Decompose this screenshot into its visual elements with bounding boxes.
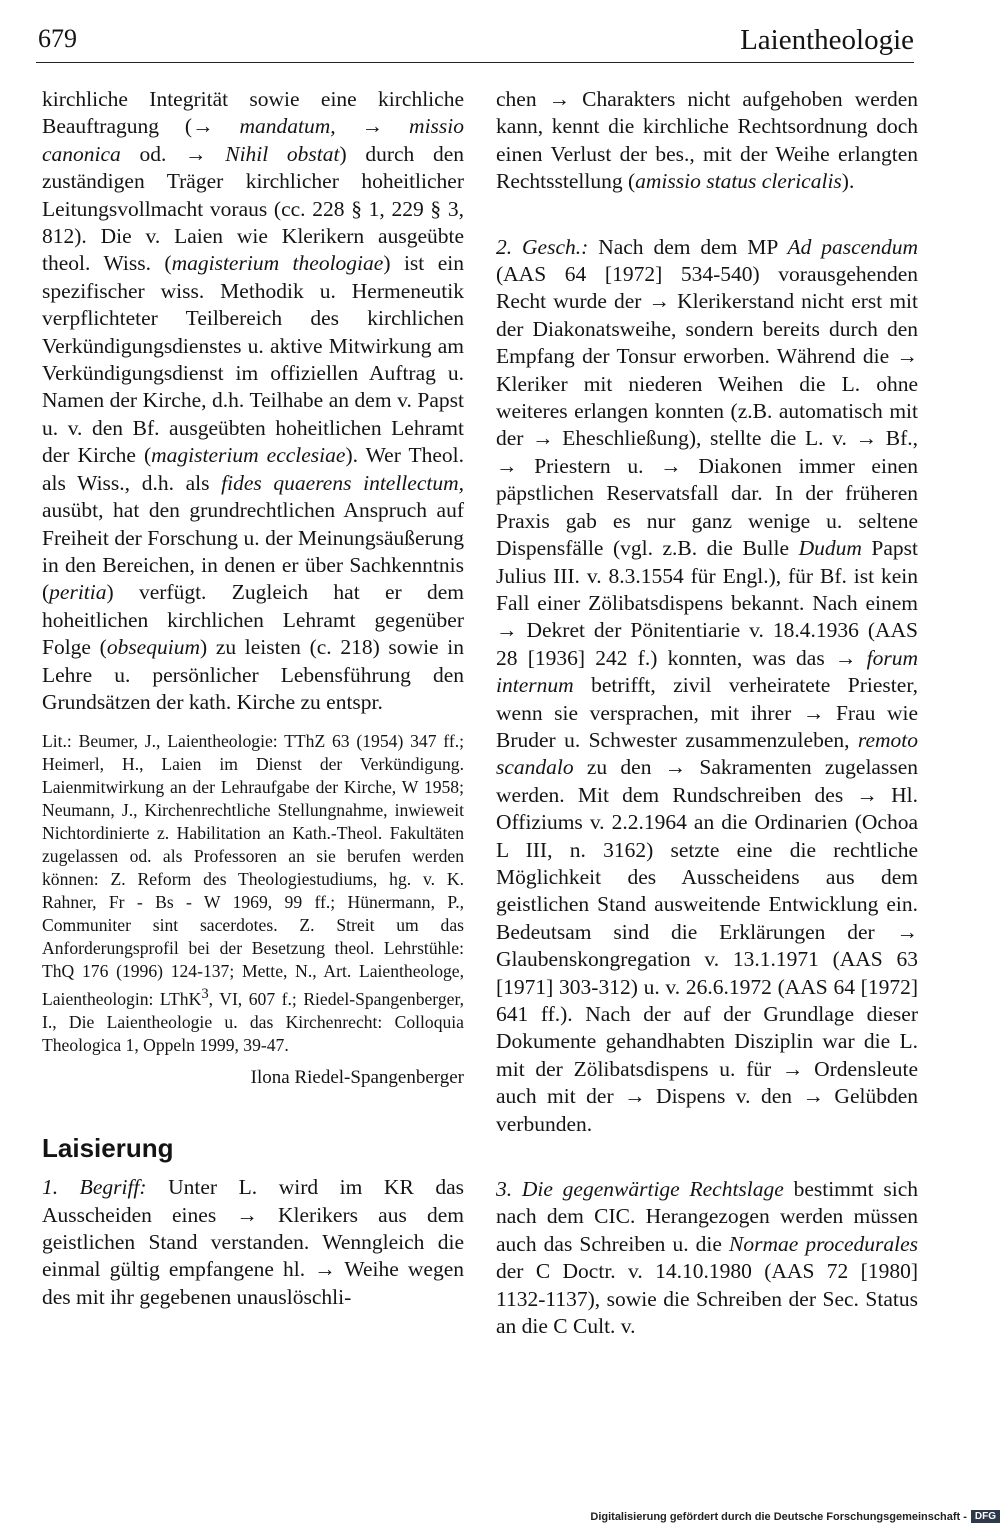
entry-title: Laisierung [42, 1133, 174, 1164]
italic-term: missio canonica [42, 114, 465, 166]
italic-term: magisterium ecclesiae [151, 443, 346, 468]
italic-term: 1. Begriff: [42, 1175, 147, 1200]
literature-list: Lit.: Beumer, J., Laientheologie: TThZ 63 (1954) 347 ff.; Heimerl, H., Laien im Dienst der Verkündigung. Laienmitwirkung an der Lehraufgabe der Kirche, W 1958; Neumann, J., Kirchenrechtliche Stellungnahme, inwieweit Nichtordinierte z. Habilitation an Kath.-Theol. Fakultäten zugelassen od. als Professoren an sie berufen werden können: Z. Reform des Theologiestudiums, hg. v. K. Rahner, Fr - Bs - W 1969, 99 ff.; Hünermann, P., Communiter sint sacerdotes. Z. Streit um das Anforderungsprofil bei der Besetzung theol. Lehrstühle: ThQ 176 (1996) 124-137; Mette, N., Art. Laientheologe, Laientheologin: LThK$^3$, VI, 607 f.; Riedel-Spangenberger, I., Die Laientheologie u. das Kirchenrecht: Colloquia Theologica 1, Oppeln 1999, 39-47. [42, 731, 464, 1056]
italic-term: mandatum, [239, 114, 336, 139]
italic-term: fides quaerens intellectum, [221, 470, 464, 495]
right-column [496, 86, 918, 1340]
italic-term: Normae procedurales [728, 1231, 918, 1256]
page-number: 679 [38, 24, 77, 53]
paragraph: chen → Charakters nicht aufgehoben werden kann, kennt die kirchliche Rechtsordnung doch einen Verlust der bes., mit der Weihe erlangten Rechtsstellung (amissio status clericalis). [496, 87, 918, 194]
author-name: Ilona Riedel-Spangenberger [250, 1067, 464, 1089]
italic-term: magisterium theologiae [171, 251, 384, 276]
paragraph: 3. Die gegenwärtige Rechtslage bestimmt sich nach dem CIC. Herangezogen werden müssen auch das Schreiben u. die Normae procedurales der C Doctr. v. 14.10.1980 (AAS 72 [1980] 1132-1137), sowie die Schreiben der Sec. Status an die C Cult. v. [496, 1177, 918, 1339]
footer-credit: Digitalisierung gefördert durch die Deutsche Forschungsgemeinschaft - [590, 1510, 967, 1523]
italic-term: Nihil obstat [225, 141, 340, 166]
dfg-logo: DFG [971, 1510, 1000, 1523]
italic-term: Ad pascendum [787, 234, 918, 259]
footer [590, 1510, 1000, 1523]
running-head: Laientheologie [740, 24, 914, 56]
superscript: 3 [201, 986, 209, 1003]
paragraph: 2. Gesch.: Nach dem dem MP Ad pascendum (AAS 64 [1972] 534-540) vorausgehenden Recht wurde der → Klerikerstand nicht erst mit der Diakonatsweihe, sondern bereits durch den Empfang der Tonsur erworben. Während die → Kleriker mit niederen Weihen die L. ohne weiteres erlangen konnten (z.B. automatisch mit der → Eheschließung), stellte die L. v. → Bf., → Priestern u. → Diakonen immer einen päpstlichen Reservatsfall dar. In der früheren Praxis gab es nur ganz wenige u. seltene Dispensfälle (vgl. z.B. die Bulle Dudum Papst Julius III. v. 8.3.1554 für Engl.), für Bf. ist kein Fall einer Zölibatsdispens bekannt. Nach einem → Dekret der Pönitentiarie v. 18.4.1936 (AAS 28 [1936] 242 f.) konnten, was das → forum internum betrifft, zivil verheiratete Priester, wenn sie versprachen, mit ihrer → Frau wie Bruder u. Schwester zusammenzuleben, remoto scandalo zu den → Sakramenten zugelassen werden. Mit dem Rundschreiben des → Hl. Offiziums v. 2.2.1964 an die Ordinarien (Ochoa L III, n. 3162) setzte eine die rechtliche Möglichkeit des Ausscheidens aus dem geistlichen Stand ausweitende Entwicklung ein. Bedeutsam sind die Erklärungen der → Glaubenskongregation v. 13.1.1971 (AAS 63 [1971] 303-312) u. v. 26.6.1972 (AAS 64 [1972] 641 ff.). Nach der auf der Grundlage dieser Dokumente gehandhabten Disziplin war die L. mit der Zölibatsdispens u. für → Ordensleute auch mit der → Dispens v. den → Gelübden verbunden. [496, 234, 918, 1136]
paragraph: 1. Begriff: Unter L. wird im KR das Ausscheiden eines → Klerikers aus dem geistlichen Stand verstanden. Wenngleich die einmal gültig empfangene hl. → Weihe wegen des mit ihr gegebenen unauslöschli- [42, 1175, 465, 1309]
header-rule [36, 62, 914, 63]
paragraph: kirchliche Integrität sowie eine kirchliche Beauftragung (→ mandatum, → missio canonica od. → Nihil obstat) durch den zuständigen Träger kirchlicher hoheitlicher Leitungsvollmacht voraus (cc. 228 § 1, 229 § 3, 812). Die v. Laien wie Klerikern ausgeübte theol. Wiss. (magisterium theologiae) ist ein spezifischer wiss. Methodik u. Hermeneutik verpflichteter Teilbereich des kirchlichen Verkündigungsdienstes u. aktive Mitwirkung am Verkündigungsdienst im offiziellen Auftrag u. Namen der Kirche, d.h. Teilhabe an dem v. Papst u. v. den Bf. ausgeübten hoheitlichen Lehramt der Kirche (magisterium ecclesiae). Wer Theol. als Wiss., d.h. als fides quaerens intellectum, ausübt, hat den grundrechtlichen Anspruch auf Freiheit der Forschung u. der Meinungsäußerung in den Bereichen, in denen er über Sachkenntnis (peritia) verfügt. Zugleich hat er dem hoheitlichen kirchlichen Lehramt gegenüber Folge (obsequium) zu leisten (c. 218) sowie in Lehre u. persönlicher Lebensführung den Grundsätzen der kath. Kirche zu entspr. [42, 87, 465, 714]
italic-term: amissio status clericalis [635, 169, 842, 194]
italic-term: obsequium [106, 635, 200, 660]
left-column [42, 86, 464, 1311]
italic-term: peritia [49, 580, 107, 605]
italic-term: remoto scandalo [496, 727, 918, 780]
italic-term: forum internum [496, 645, 918, 698]
italic-term: 2. Gesch.: [496, 234, 589, 259]
italic-term: Dudum [798, 536, 862, 561]
italic-term: 3. Die gegenwärtige Rechtslage [496, 1177, 784, 1202]
